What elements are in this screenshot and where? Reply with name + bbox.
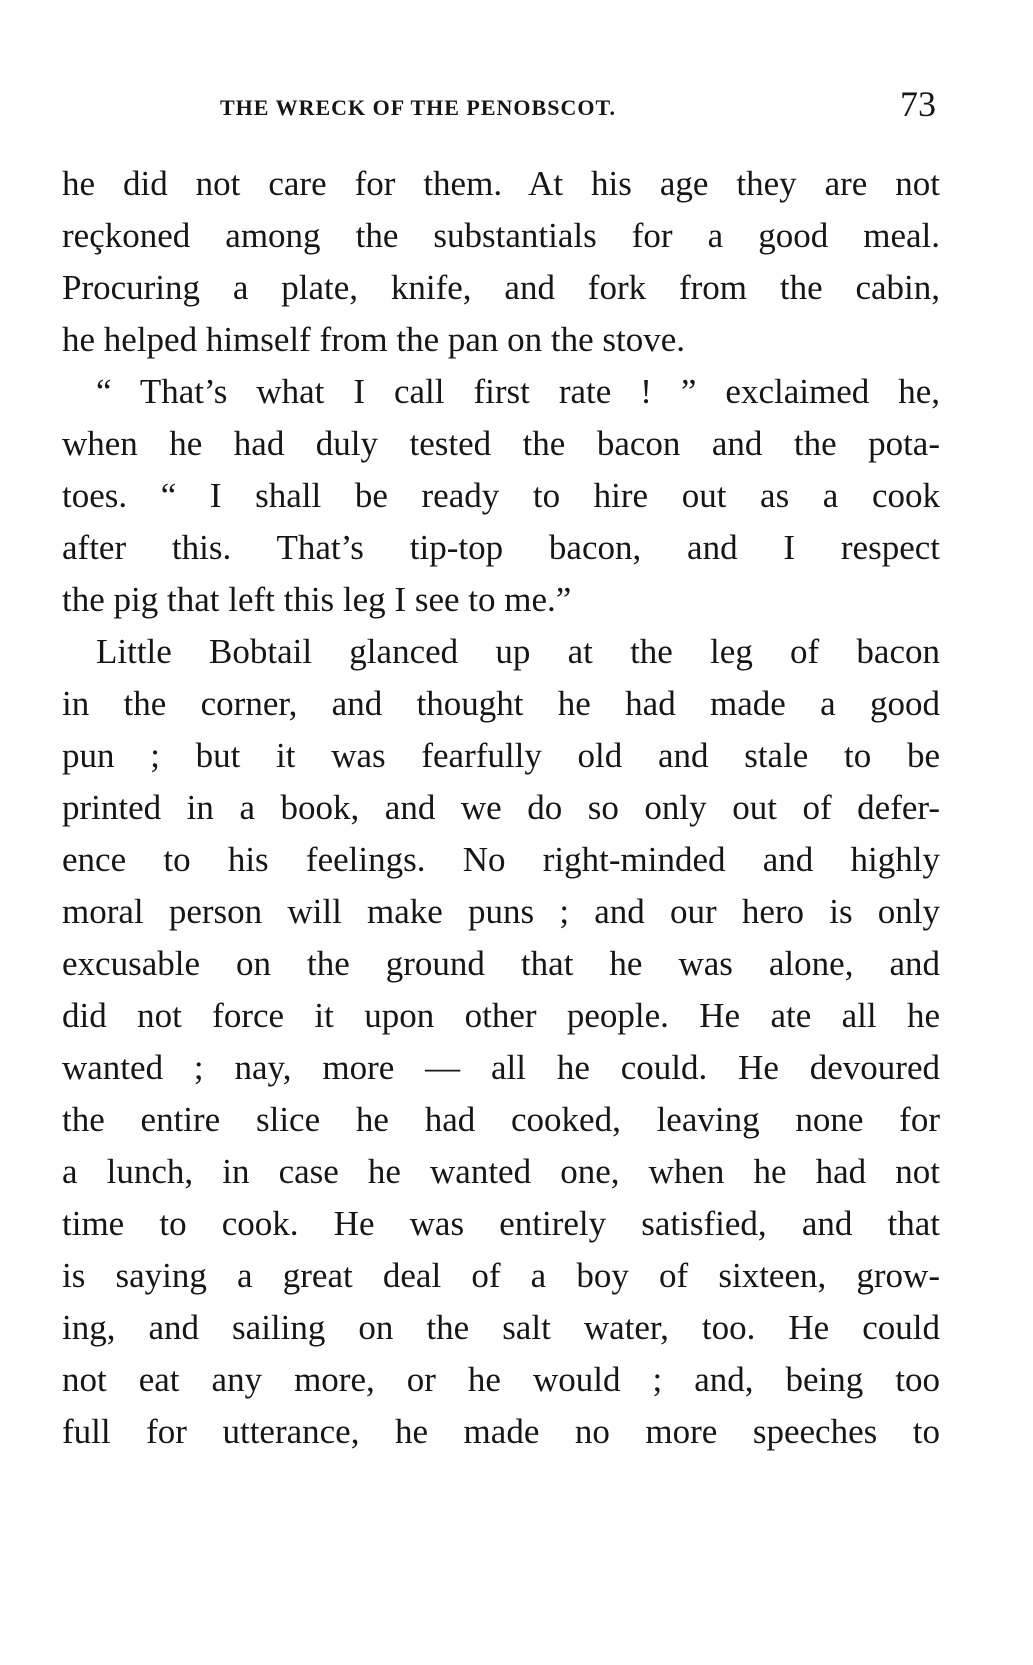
text-line: the entire slice he had cooked, leaving none for xyxy=(62,1100,940,1139)
page-header xyxy=(60,83,940,123)
text-line: Procuring a plate, knife, and fork from the cabin, xyxy=(62,268,940,307)
text-line: in the corner, and thought he had made a good xyxy=(62,684,940,723)
text-line: ing, and sailing on the salt water, too. He could xyxy=(62,1308,940,1347)
text-line: toes. “ I shall be ready to hire out as a cook xyxy=(62,476,940,515)
text-line: is saying a great deal of a boy of sixteen, grow- xyxy=(62,1256,940,1295)
text-line: excusable on the ground that he was alone, and xyxy=(62,944,940,983)
running-head: THE WRECK OF THE PENOBSCOT. xyxy=(220,95,616,120)
text-line: when he had duly tested the bacon and the pota- xyxy=(62,424,940,463)
text-line: printed in a book, and we do so only out of defer- xyxy=(62,788,940,827)
text-line: did not force it upon other people. He ate all he xyxy=(62,996,940,1035)
text-line: ence to his feelings. No right-minded and highly xyxy=(62,840,940,879)
page-number: 73 xyxy=(900,84,936,124)
text-line: Little Bobtail glanced up at the leg of bacon xyxy=(96,632,940,671)
text-line: the pig that left this leg I see to me.” xyxy=(62,580,572,619)
text-line: full for utterance, he made no more speeches to xyxy=(62,1412,940,1451)
text-line: time to cook. He was entirely satisfied, and that xyxy=(62,1204,940,1243)
text-line: reçkoned among the substantials for a good meal. xyxy=(62,216,940,255)
body-text xyxy=(62,158,940,1458)
text-line: a lunch, in case he wanted one, when he had not xyxy=(62,1152,940,1191)
text-line: pun ; but it was fearfully old and stale to be xyxy=(62,736,940,775)
text-line: wanted ; nay, more — all he could. He devoured xyxy=(62,1048,940,1087)
text-line: not eat any more, or he would ; and, being too xyxy=(62,1360,940,1399)
text-line: he helped himself from the pan on the stove. xyxy=(62,320,686,359)
text-line: after this. That’s tip-top bacon, and I respect xyxy=(62,528,940,567)
text-line: moral person will make puns ; and our hero is only xyxy=(62,892,940,931)
text-line: he did not care for them. At his age they are not xyxy=(62,164,940,203)
text-line: “ That’s what I call first rate ! ” exclaimed he, xyxy=(96,372,940,411)
